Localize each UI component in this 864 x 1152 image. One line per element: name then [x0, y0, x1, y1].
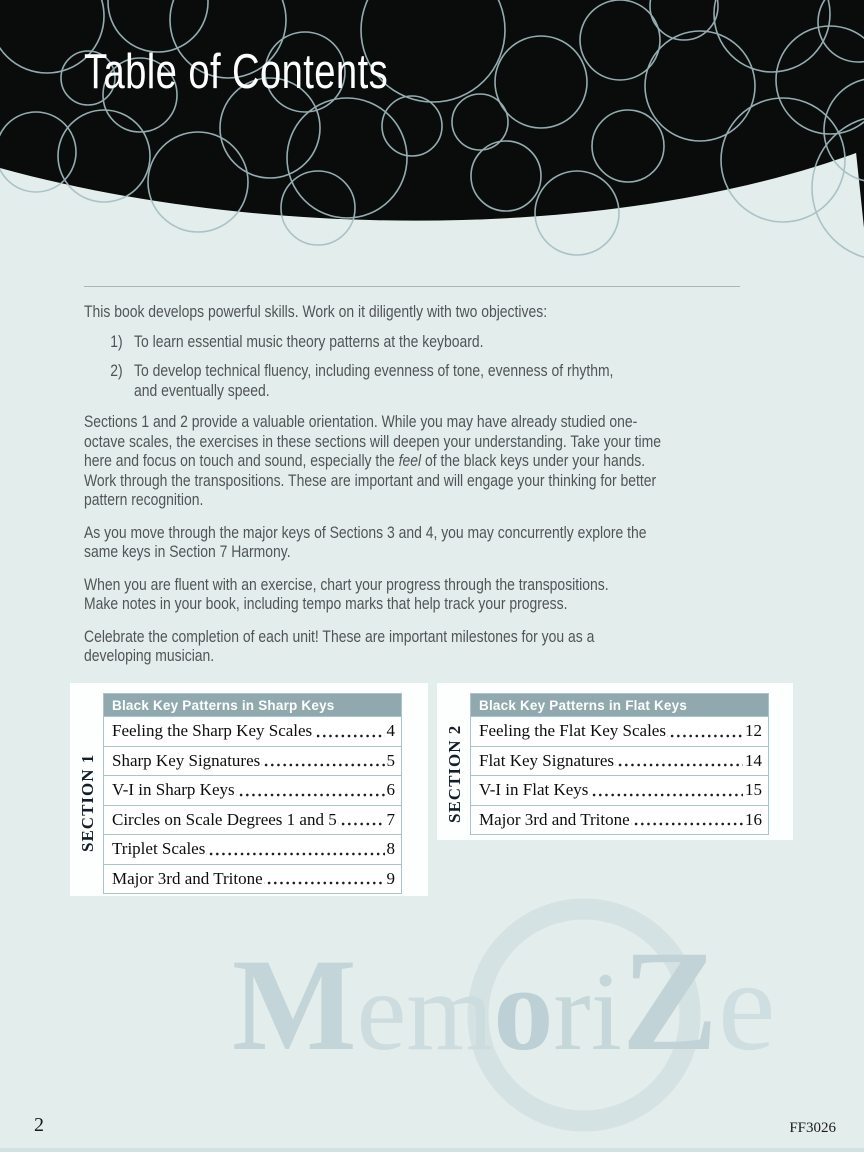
toc-entry-title: V-I in Sharp Keys — [112, 780, 235, 800]
paragraph-fluent — [84, 575, 707, 614]
objective-line: To develop technical fluency, including evenness of tone, evenness of rhythm, — [134, 361, 614, 380]
objective-text — [134, 332, 483, 352]
paragraph-line: developing musician. — [84, 646, 215, 665]
objective-item — [84, 361, 707, 400]
toc-row — [471, 805, 768, 835]
watermark-part: o — [493, 942, 554, 1075]
page-number: 2 — [34, 1114, 44, 1136]
watermark-part: ri — [553, 950, 622, 1074]
objective-line: and eventually speed. — [134, 380, 270, 400]
dot-leader — [667, 717, 743, 746]
dot-leader — [206, 835, 384, 864]
objective-line: To learn essential music theory patterns at the keyboard. — [134, 331, 484, 351]
divider-rule — [84, 286, 740, 287]
toc-entry-page: 6 — [386, 780, 395, 800]
toc-row — [104, 746, 401, 776]
toc-row — [471, 775, 768, 805]
page-bottom-edge — [0, 1148, 864, 1152]
paragraph-line: Sections 1 and 2 provide a valuable orientation. While you may have already studied one- — [84, 412, 638, 431]
objective-item — [84, 332, 707, 352]
objective-text — [134, 361, 613, 400]
section-2-table-header: Black Key Patterns in Flat Keys — [471, 694, 768, 716]
toc-row — [104, 864, 401, 894]
toc-entry-page: 9 — [386, 868, 395, 888]
toc-entry-title: Major 3rd and Tritone — [112, 868, 263, 888]
objective-number: 2) — [110, 361, 123, 380]
section-1-table — [103, 693, 402, 894]
page-title: Table of Contents — [84, 45, 389, 99]
toc-entry-title: Circles on Scale Degrees 1 and 5 — [112, 809, 337, 829]
toc-row — [104, 834, 401, 864]
objective-number: 1) — [110, 331, 123, 351]
header-right-sliver — [856, 149, 864, 228]
toc-entry-title: Major 3rd and Tritone — [479, 809, 630, 829]
toc-row — [104, 716, 401, 746]
toc-row — [471, 746, 768, 776]
toc-entry-title: Sharp Key Signatures — [112, 750, 261, 770]
toc-entry-page: 7 — [386, 809, 395, 829]
toc-row — [104, 805, 401, 835]
line-segment: here and focus on touch and sound, especially the — [84, 451, 399, 470]
paragraph-orientation — [84, 412, 707, 510]
watermark-text — [232, 919, 776, 1084]
toc-entry-title: V-I in Flat Keys — [479, 780, 589, 800]
toc-entry-page: 16 — [745, 809, 762, 829]
paragraph-line: same keys in Section 7 Harmony. — [84, 542, 291, 561]
paragraph-line: Make notes in your book, including tempo marks that help track your progress. — [84, 594, 568, 613]
paragraph-line: pattern recognition. — [84, 490, 204, 509]
intro-text — [84, 302, 707, 679]
dot-leader — [615, 747, 743, 776]
dot-leader — [631, 806, 743, 835]
section-1-label: SECTION 1 — [78, 753, 97, 852]
toc-row — [471, 716, 768, 746]
toc-entry-title: Triplet Scales — [112, 839, 206, 859]
paragraph-keys — [84, 523, 707, 562]
dot-leader — [313, 717, 384, 746]
dot-leader — [261, 747, 384, 776]
paragraph-line: Celebrate the completion of each unit! These are important milestones for you as a — [84, 626, 595, 646]
header-black-shape — [0, 0, 864, 221]
watermark-part: em — [356, 950, 494, 1074]
toc-entry-page: 8 — [386, 839, 395, 859]
toc-entry-title: Feeling the Flat Key Scales — [479, 721, 666, 741]
toc-entry-page: 15 — [745, 780, 762, 800]
toc-entry-page: 4 — [386, 721, 395, 741]
section-2-card — [437, 683, 793, 840]
paragraph-line: As you move through the major keys of Sections 3 and 4, you may concurrently explore the — [84, 522, 647, 542]
paragraph-line: Work through the transpositions. These are important and will engage your thinking for better — [84, 470, 657, 490]
watermark-part: M — [232, 931, 357, 1078]
paragraph-celebrate — [84, 627, 707, 666]
toc-entry-title: Flat Key Signatures — [479, 750, 615, 770]
dot-leader — [236, 776, 385, 805]
dot-leader — [338, 806, 385, 835]
dot-leader — [264, 865, 385, 894]
paragraph-line: octave scales, the exercises in these sections will deepen your understanding. Take your time — [84, 431, 662, 451]
line-segment: of the black keys under your hands. — [421, 451, 646, 470]
section-1-table-header: Black Key Patterns in Sharp Keys — [104, 694, 401, 716]
toc-row — [104, 775, 401, 805]
toc-entry-page: 12 — [745, 721, 762, 741]
catalog-number: FF3026 — [789, 1120, 836, 1136]
section-2-label: SECTION 2 — [445, 724, 464, 823]
paragraph-line: When you are fluent with an exercise, chart your progress through the transpositions. — [84, 574, 609, 594]
section-2-table — [470, 693, 769, 835]
watermark-part: e — [717, 934, 776, 1078]
section-1-card — [70, 683, 428, 896]
dot-leader — [589, 776, 743, 805]
toc-entry-page: 5 — [386, 750, 395, 770]
paragraph-line — [84, 451, 707, 471]
toc-entry-page: 14 — [745, 750, 762, 770]
intro-lead: This book develops powerful skills. Work on it diligently with two objectives: — [84, 302, 548, 321]
watermark-part: Z — [621, 922, 718, 1081]
italic-word: feel — [398, 451, 422, 470]
toc-entry-title: Feeling the Sharp Key Scales — [112, 721, 313, 741]
